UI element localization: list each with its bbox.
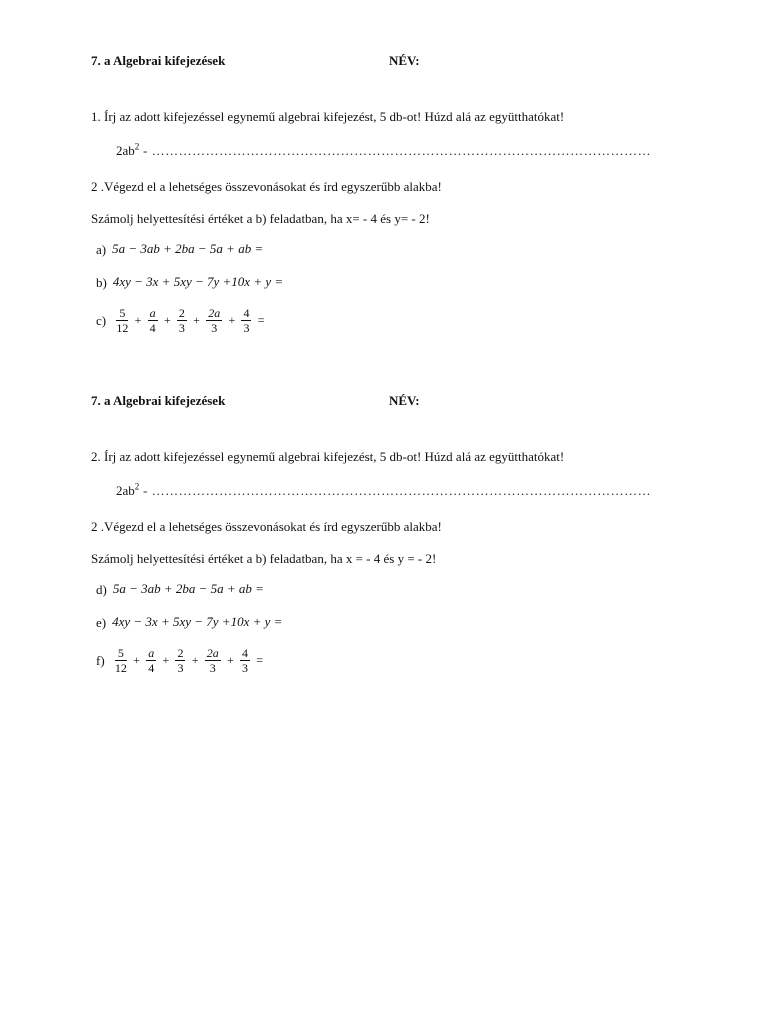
name-label: NÉV: (389, 393, 420, 408)
plus-sign: + (193, 313, 200, 327)
expr-base: 2ab (116, 483, 135, 498)
item-expression: 5a − 3ab + 2ba − 5a + ab = (112, 581, 264, 596)
plus-sign: + (227, 653, 234, 667)
question-1-expression (116, 483, 651, 499)
plus-sign: + (191, 653, 199, 667)
plus-sign: + (133, 653, 140, 667)
question-2-subtext: Számolj helyettesítési értéket a b) feladatban, ha x= - 4 és y= - 2! (91, 211, 430, 226)
item-label: a) (96, 242, 107, 258)
question-1-text: 2. Írj az adott kifejezéssel egynemű algebrai kifejezést, 5 db-ot! Húzd alá az együtthatókat! (91, 449, 565, 464)
answer-dots: - ………………………………………………………………………………………………… (139, 483, 652, 498)
fraction-5: $\frac{4}{3}$ (242, 646, 249, 675)
fraction-3: $\frac{2}{3}$ (178, 306, 185, 335)
expr-exponent: 2 (134, 141, 140, 152)
item-expression: 5a − 3ab + 2ba − 5a + ab = (112, 241, 264, 256)
plus-sign: + (228, 313, 236, 327)
item-expression: 4xy − 3x + 5xy − 7y +10x + y = (112, 614, 283, 629)
fraction-4: $\frac{2a}{3}$ (206, 646, 219, 675)
section-title: 7. a Algebrai kifejezések (91, 53, 226, 68)
question-2-text: 2 .Végezd el a lehetséges összevonásokat és írd egyszerűbb alakba! (91, 519, 442, 534)
question-2-text: 2 .Végezd el a lehetséges összevonásokat és írd egyszerűbb alakba! (91, 179, 442, 194)
section-title: 7. a Algebrai kifejezések (91, 393, 226, 408)
answer-dots: - ………………………………………………………………………………………………… (139, 143, 652, 158)
item-b (96, 274, 283, 291)
expr-base: 2ab (116, 143, 135, 158)
item-label: b) (96, 275, 107, 291)
equals-sign: = (257, 313, 265, 327)
plus-sign: + (134, 313, 142, 327)
question-1-text: 1. Írj az adott kifejezéssel egynemű algebrai kifejezést, 5 db-ot! Húzd alá az együtthatókat! (91, 109, 565, 124)
item-label: f) (96, 652, 105, 668)
fraction-2: $\frac{a}{4}$ (148, 646, 155, 675)
plus-sign: + (163, 313, 171, 327)
fraction-5: $\frac{4}{3}$ (243, 306, 250, 335)
item-f (96, 646, 265, 675)
item-d (96, 581, 264, 598)
item-a (96, 241, 263, 258)
question-2-subtext: Számolj helyettesítési értéket a b) feladatban, ha x = - 4 és y = - 2! (91, 551, 437, 566)
item-e (96, 614, 282, 631)
question-1-expression (116, 143, 651, 159)
expr-exponent: 2 (134, 481, 140, 492)
item-label: c) (96, 312, 107, 328)
equals-sign: = (256, 653, 264, 667)
item-label: d) (96, 582, 107, 598)
item-label: e) (96, 615, 107, 631)
fraction-1: $\frac{5}{12}$ (114, 646, 127, 675)
plus-sign: + (162, 653, 170, 667)
fraction-2: $\frac{a}{4}$ (149, 306, 156, 335)
fraction-1: $\frac{5}{12}$ (116, 306, 129, 335)
fraction-3: $\frac{2}{3}$ (177, 646, 184, 675)
item-expression: 4xy − 3x + 5xy − 7y +10x + y = (112, 274, 284, 289)
item-c (96, 306, 267, 335)
fraction-4: $\frac{2a}{3}$ (208, 306, 221, 335)
name-label: NÉV: (389, 53, 420, 68)
